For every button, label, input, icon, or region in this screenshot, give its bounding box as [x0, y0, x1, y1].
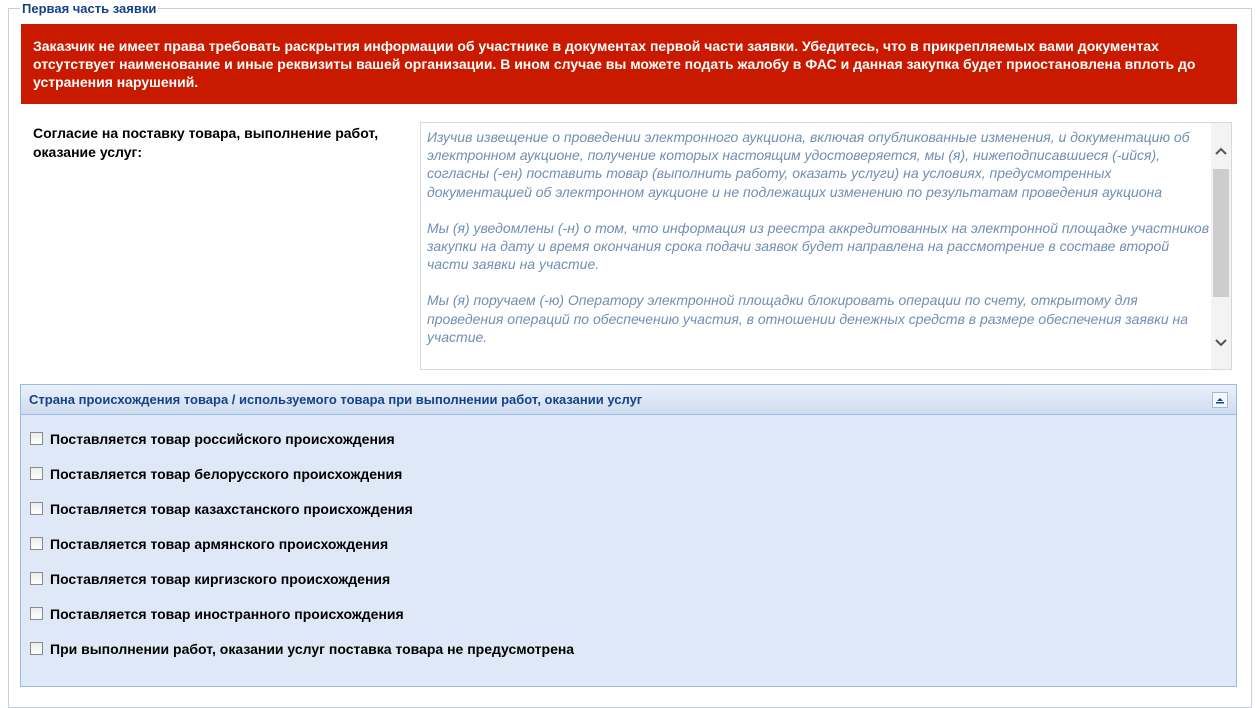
option-label[interactable]: Поставляется товар киргизского происхождения — [50, 571, 391, 587]
option-label[interactable]: Поставляется товар казахстанского происхождения — [50, 501, 413, 517]
option-label[interactable]: Поставляется товар российского происхождения — [50, 431, 395, 447]
fieldset-legend: Первая часть заявки — [22, 1, 157, 16]
scroll-down-icon[interactable] — [1211, 333, 1231, 353]
consent-paragraph: Мы (я) поручаем (-ю) Оператору электронной площадки блокировать операции по счету, открытому для проведения операций по обеспечению участия, в отношении денежных средств в размере обеспечения заявки на участие. — [427, 292, 1189, 345]
origin-option-no-goods[interactable] — [30, 641, 574, 676]
origin-option-russian[interactable] — [30, 431, 574, 466]
option-label[interactable]: Поставляется товар армянского происхождения — [50, 536, 389, 552]
panel-title: Страна происхождения товара / используемого товара при выполнении работ, оказании услуг — [29, 392, 643, 407]
option-label[interactable]: Поставляется товар иностранного происхождения — [50, 606, 404, 622]
consent-text — [427, 128, 1209, 364]
checkbox[interactable] — [30, 607, 43, 620]
consent-paragraph: Мы (я) уведомлены (-н) о том, что информация из реестра аккредитованных на электронной площадке участников закупки на дату и время окончания срока подачи заявок будет направлена на рассмотрение в составе второй части заявки на участие. — [427, 219, 1210, 273]
textarea-scrollbar[interactable] — [1211, 123, 1231, 369]
scroll-thumb[interactable] — [1213, 169, 1229, 297]
checkbox[interactable] — [30, 537, 43, 550]
origin-option-armenian[interactable] — [30, 536, 574, 571]
option-label[interactable]: При выполнении работ, оказании услуг поставка товара не предусмотрена — [50, 641, 575, 657]
checkbox[interactable] — [30, 572, 43, 585]
collapse-icon[interactable] — [1212, 392, 1228, 408]
consent-paragraph: Изучив извещение о проведении электронного аукциона, включая опубликованные изменения, и документацию об электронном аукционе, получение которых настоящим удостоверяется, мы (я), нижеподписавшиеся (-ийся), согласны (-ен) поставить товар (выполнить работу, оказать услуги) на условиях, предусмотренных документацией об электронном аукционе и не подлежащих изменению по результатам проведения аукциона — [427, 129, 1190, 200]
origin-option-kyrgyz[interactable] — [30, 571, 574, 606]
origin-options — [30, 431, 574, 676]
scroll-up-icon[interactable] — [1211, 141, 1231, 161]
checkbox[interactable] — [30, 502, 43, 515]
consent-textarea[interactable] — [420, 122, 1232, 370]
checkbox[interactable] — [30, 642, 43, 655]
panel-header — [21, 385, 1236, 415]
origin-option-kazakh[interactable] — [30, 501, 574, 536]
origin-option-foreign[interactable] — [30, 606, 574, 641]
origin-option-belarusian[interactable] — [30, 466, 574, 501]
checkbox[interactable] — [30, 432, 43, 445]
warning-alert: Заказчик не имеет права требовать раскрытия информации об участнике в документах первой части заявки. Убедитесь, что в прикрепляемых вами документах отсутствует наименование и иные реквизиты вашей организации. В ином случае вы можете подать жалобу в ФАС и данная закупка будет приостановлена вплоть до устранения нарушений. — [21, 24, 1237, 104]
origin-country-panel — [20, 384, 1237, 687]
consent-label: Согласие на поставку товара, выполнение работ, оказание услуг: — [33, 125, 379, 160]
option-label[interactable]: Поставляется товар белорусского происхождения — [50, 466, 403, 482]
checkbox[interactable] — [30, 467, 43, 480]
